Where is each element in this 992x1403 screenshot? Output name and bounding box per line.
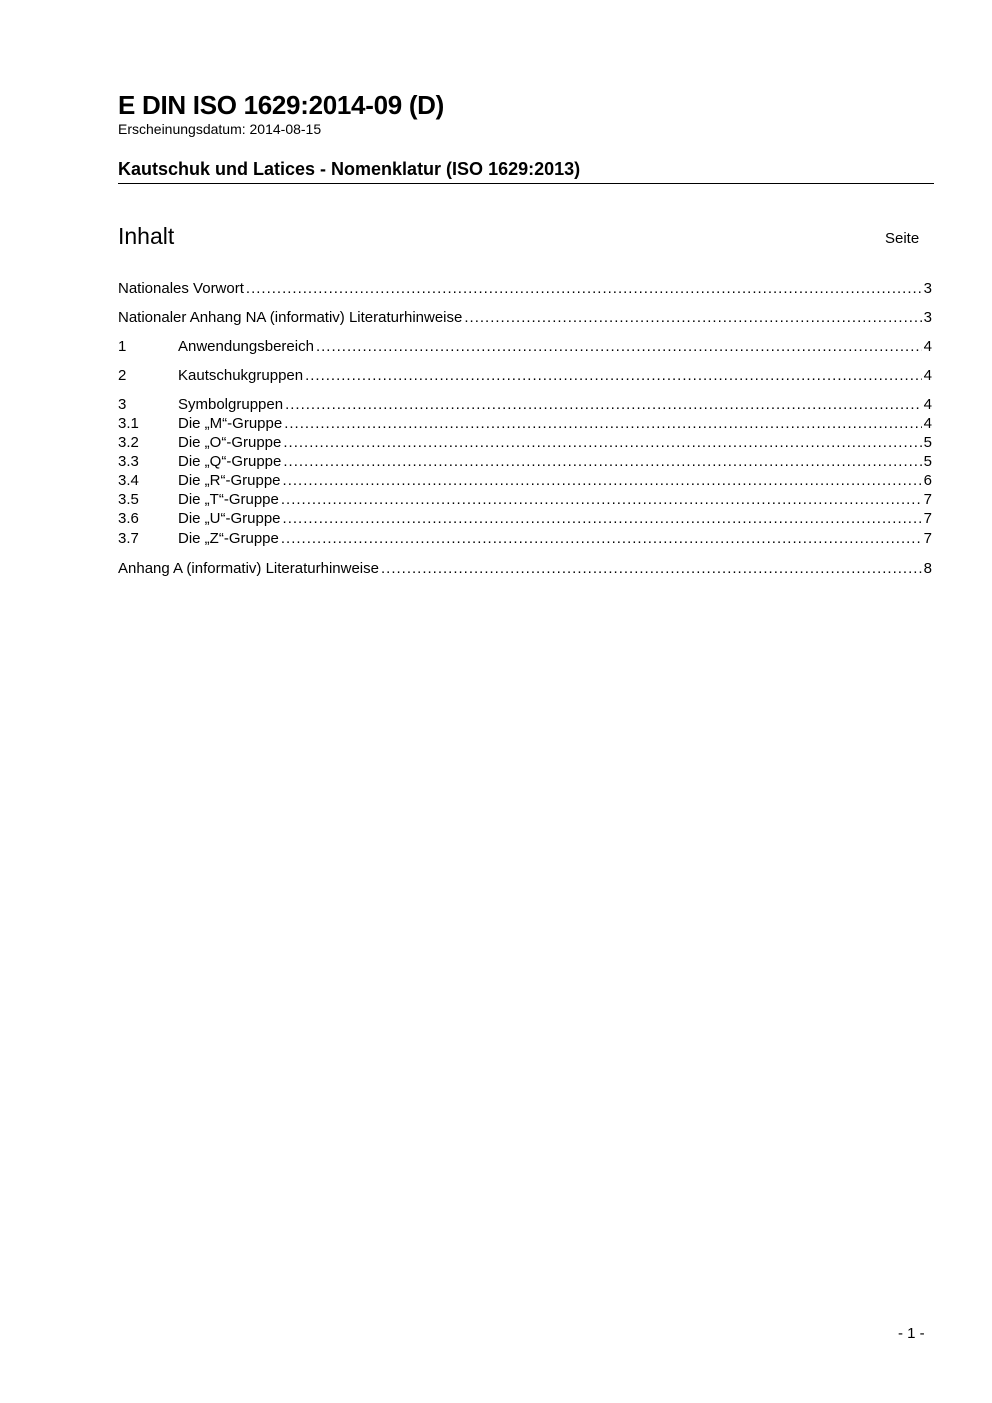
toc-section-number: 3.6 (118, 510, 139, 527)
toc-entry-3-6[interactable] (118, 509, 932, 528)
leader-dots (283, 452, 921, 471)
toc-section-number: 3.2 (118, 434, 139, 451)
toc-entry-3-7[interactable] (118, 529, 932, 548)
toc-section-number: 3.1 (118, 415, 139, 432)
toc-entry-text: Kautschukgruppen (178, 367, 304, 384)
toc-section-number: 1 (118, 338, 127, 355)
page-column-heading: Seite (885, 230, 920, 247)
toc-entry-text: Symbolgruppen (178, 396, 284, 413)
leader-dots (281, 490, 922, 509)
toc-page-number: 3 (923, 280, 932, 297)
toc-entry-nationaler-anhang[interactable] (118, 308, 932, 327)
leader-dots (283, 509, 922, 528)
leader-dots (305, 366, 922, 385)
toc-entry-anhang-a[interactable] (118, 559, 932, 578)
toc-page-number: 5 (923, 453, 932, 470)
document-id: E DIN ISO 1629:2014-09 (D) (118, 90, 445, 120)
leader-dots (283, 433, 921, 452)
toc-entry-1[interactable] (118, 337, 932, 356)
leader-dots (283, 471, 922, 490)
toc-entry-text (118, 559, 379, 578)
leader-dots (285, 395, 922, 414)
toc-entry-text: Die „R“-Gruppe (178, 472, 281, 489)
toc-entry-3-3[interactable] (118, 452, 932, 471)
toc-entry-text: Nationales Vorwort (118, 280, 244, 297)
toc-entry-text: Anwendungsbereich (178, 338, 314, 355)
toc-entry-text: Die „M“-Gruppe (178, 415, 283, 432)
publication-date: Erscheinungsdatum: 2014-08-15 (118, 121, 322, 137)
toc-entry-text: Die „Q“-Gruppe (178, 453, 282, 470)
annex-type: (informativ) (269, 309, 345, 326)
toc-entry-2[interactable] (118, 366, 932, 385)
toc-entry-text: Die „O“-Gruppe (178, 434, 282, 451)
toc-entry-3-4[interactable] (118, 471, 932, 490)
toc-entry-text: Die „U“-Gruppe (178, 510, 281, 527)
footer-page-number: - 1 - (898, 1325, 925, 1342)
annex-type: (informativ) (186, 560, 262, 577)
toc-section-number: 3.3 (118, 453, 139, 470)
toc-entry-3[interactable] (118, 395, 932, 414)
leader-dots (316, 337, 922, 356)
leader-dots (281, 529, 922, 548)
toc-entry-3-1[interactable] (118, 414, 932, 433)
toc-section-number: 3 (118, 396, 127, 413)
toc-page-number: 4 (923, 367, 932, 384)
toc-entry-text: Die „T“-Gruppe (178, 491, 279, 508)
toc-entry-3-2[interactable] (118, 433, 932, 452)
toc-entry-text (118, 308, 462, 327)
toc-page-number: 3 (923, 309, 932, 326)
annex-title: Literaturhinweise (261, 560, 379, 577)
leader-dots (284, 414, 921, 433)
toc-page-number: 7 (923, 491, 932, 508)
leader-dots (246, 279, 922, 298)
toc-entry-3-5[interactable] (118, 490, 932, 509)
toc-heading: Inhalt (118, 223, 175, 249)
toc-page-number: 7 (923, 530, 932, 547)
toc-section-number: 3.4 (118, 472, 139, 489)
leader-dots (381, 559, 922, 578)
toc-entry-text: Die „Z“-Gruppe (178, 530, 279, 547)
toc-page-number: 4 (923, 396, 932, 413)
toc-section-number: 3.5 (118, 491, 139, 508)
toc-section-number: 2 (118, 367, 127, 384)
toc-page-number: 4 (923, 338, 932, 355)
leader-dots (464, 308, 921, 327)
document-title: Kautschuk und Latices - Nomenklatur (ISO 1629:2013) (118, 159, 581, 179)
toc-page-number: 4 (923, 415, 932, 432)
toc-section-number: 3.7 (118, 530, 139, 547)
toc-page-number: 5 (923, 434, 932, 451)
annex-label: Anhang A (118, 560, 187, 577)
annex-title: Literaturhinweise (344, 309, 463, 326)
toc-page-number: 7 (923, 510, 932, 527)
toc-page-number: 8 (923, 560, 932, 577)
title-divider (118, 183, 934, 184)
toc-entry-nationales-vorwort[interactable] (118, 279, 932, 298)
annex-label: Nationaler Anhang NA (118, 309, 270, 326)
toc-page-number: 6 (923, 472, 932, 489)
